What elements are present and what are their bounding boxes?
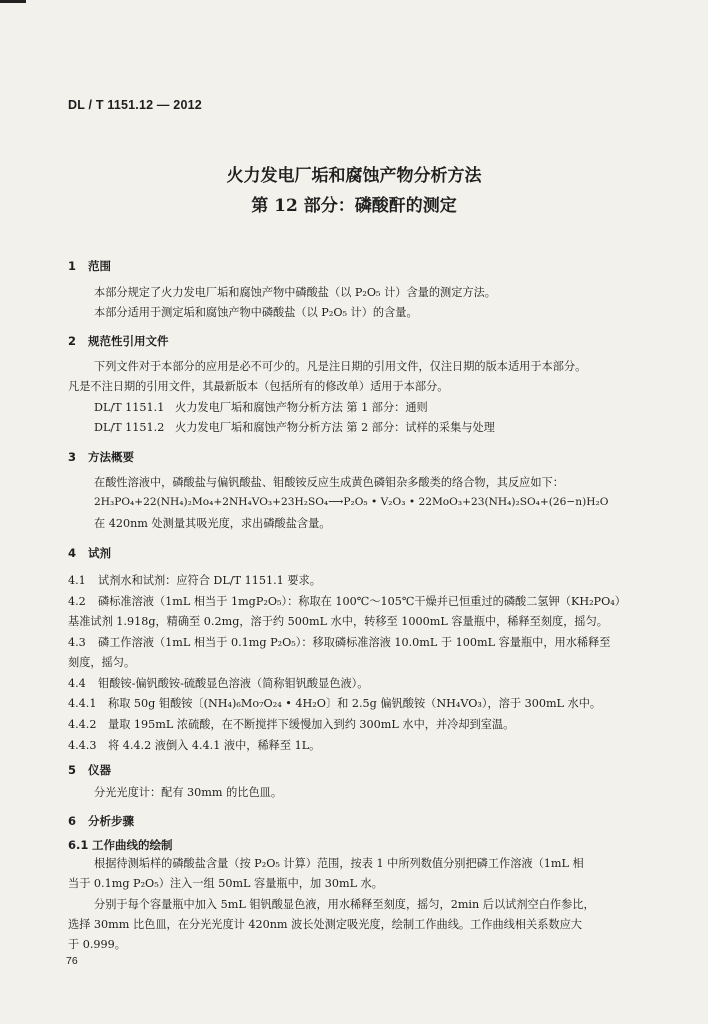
calibration-paragraph-line-2: 当于 0.1mg P₂O₅）注入一组 50mL 容量瓶中，加 30mL 水。 [68, 877, 383, 890]
clause-4-4-3: 4.4.3 将 4.4.2 液倒入 4.4.1 液中，稀释至 1L。 [68, 739, 321, 752]
clause-4-3-line-2: 刻度，摇匀。 [68, 656, 136, 669]
clause-4-4-1: 4.4.1 称取 50g 钼酸铵〔(NH₄)₆Mo₇O₂₄ • 4H₂O〕和 2.5g 偏钒酸铵（NH₄VO₃），溶于 300mL 水中。 [68, 697, 602, 710]
document-title: 火力发电厂垢和腐蚀产物分析方法 [226, 166, 482, 186]
scope-paragraph-1: 本部分规定了火力发电厂垢和腐蚀产物中磷酸盐（以 P₂O₅ 计）含量的测定方法。 [94, 286, 496, 299]
calibration-paragraph-line-3: 分别于每个容量瓶中加入 5mL 钼钒酸显色液，用水稀释至刻度，摇匀，2min 后以试剂空白作参比， [94, 898, 595, 911]
references-intro-line-1: 下列文件对于本部分的应用是必不可少的。凡是注日期的引用文件，仅注日期的版本适用于本部分。 [94, 360, 587, 373]
section-heading-reagents: 4 试剂 [68, 546, 111, 560]
clause-4-2-line-2: 基准试剂 1.918g，精确至 0.2mg，溶于约 500mL 水中，转移至 1000mL 容量瓶中，稀释至刻度，摇匀。 [68, 615, 608, 628]
section-heading-references: 2 规范性引用文件 [68, 334, 169, 348]
reference-item-2: DL/T 1151.2 火力发电厂垢和腐蚀产物分析方法 第 2 部分：试样的采集与处理 [94, 421, 495, 434]
top-rule [0, 0, 26, 3]
scope-paragraph-2: 本部分适用于测定垢和腐蚀产物中磷酸盐（以 P₂O₅ 计）的含量。 [94, 306, 418, 319]
section-heading-procedure: 6 分析步骤 [68, 814, 134, 828]
calibration-paragraph-line-4: 选择 30mm 比色皿，在分光光度计 420nm 波长处测定吸光度，绘制工作曲线。工作曲线相关系数应大 [68, 918, 582, 931]
calibration-paragraph-line-1: 根据待测垢样的磷酸盐含量（按 P₂O₅ 计算）范围，按表 1 中所列数值分别把磷工作溶液（1mL 相 [94, 857, 584, 870]
page-number: 76 [66, 955, 78, 967]
section-heading-instruments: 5 仪器 [68, 763, 111, 777]
clause-4-1: 4.1 试剂水和试剂：应符合 DL/T 1151.1 要求。 [68, 574, 321, 587]
clause-4-3-line-1: 4.3 磷工作溶液（1mL 相当于 0.1mg P₂O₅）：移取磷标准溶液 10.0mL 于 100mL 容量瓶中，用水稀释至 [68, 636, 611, 649]
clause-4-4: 4.4 钼酸铵-偏钒酸铵-硫酸显色溶液（简称钼钒酸显色液）。 [68, 677, 369, 690]
method-paragraph-2: 在 420nm 处测量其吸光度，求出磷酸盐含量。 [94, 517, 331, 530]
standard-code: DL / T 1151.12 — 2012 [68, 98, 202, 112]
reference-item-1: DL/T 1151.1 火力发电厂垢和腐蚀产物分析方法 第 1 部分：通则 [94, 401, 428, 414]
instrument-paragraph: 分光光度计：配有 30mm 的比色皿。 [94, 786, 283, 799]
clause-4-2-line-1: 4.2 磷标准溶液（1mL 相当于 1mgP₂O₅）：称取在 100℃～105℃干燥并已恒重过的磷酸二氢钾（KH₂PO₄） [68, 595, 626, 608]
method-paragraph-1: 在酸性溶液中，磷酸盐与偏钒酸盐、钼酸铵反应生成黄色磷钼杂多酸类的络合物，其反应如下： [94, 476, 564, 489]
reaction-equation: 2H₃PO₄+22(NH₄)₂Mo₄+2NH₄VO₃+23H₂SO₄⟶P₂O₅ • V₂O₃ • 22MoO₃+23(NH₄)₂SO₄+(26−n)H₂O [94, 496, 609, 508]
references-intro-line-2: 凡是不注日期的引用文件，其最新版本（包括所有的修改单）适用于本部分。 [68, 380, 449, 393]
calibration-paragraph-line-5: 于 0.999。 [68, 938, 126, 951]
document-subtitle: 第 12 部分：磷酸酐的测定 [251, 196, 457, 216]
subsection-heading-calibration: 6.1 工作曲线的绘制 [68, 838, 173, 852]
section-heading-method: 3 方法概要 [68, 450, 134, 464]
section-heading-scope: 1 范围 [68, 259, 111, 273]
clause-4-4-2: 4.4.2 量取 195mL 浓硫酸，在不断搅拌下缓慢加入到约 300mL 水中，并冷却到室温。 [68, 718, 515, 731]
